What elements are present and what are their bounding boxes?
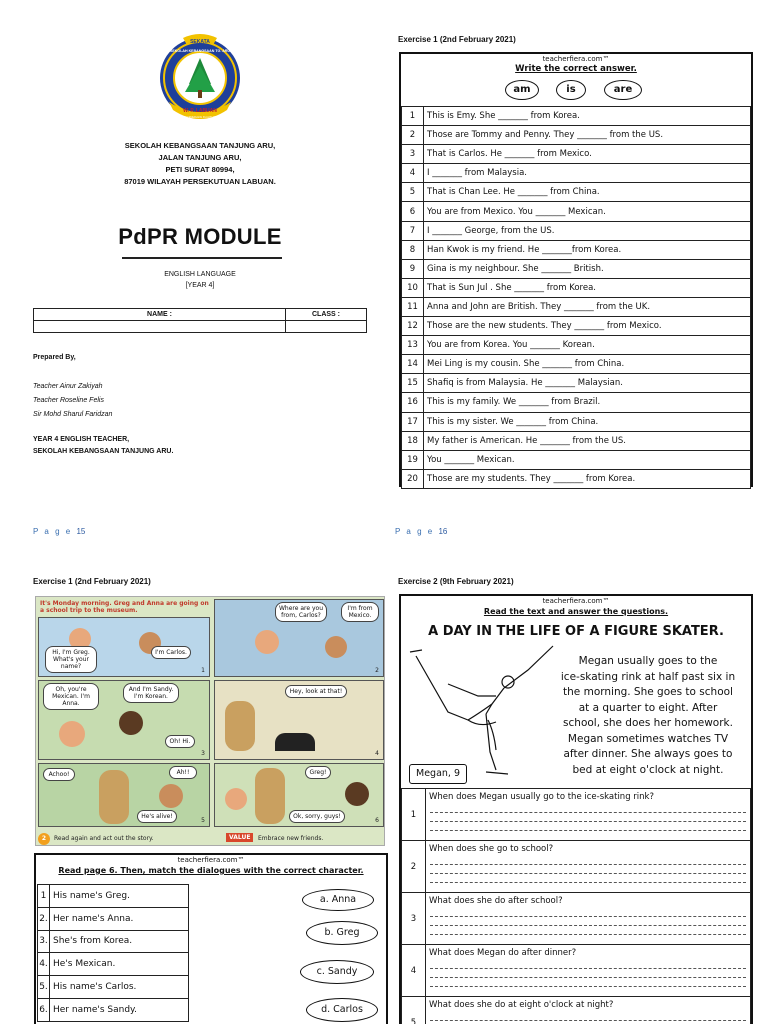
question-text: What does she do at eight o'clock at night?: [429, 1000, 614, 1010]
question-row: [402, 997, 751, 1024]
subject-block: [60, 269, 340, 291]
page-number-16: [395, 527, 447, 536]
question-number: 5: [402, 997, 426, 1024]
match-row: [38, 953, 189, 976]
page-label: P a g e: [33, 527, 73, 536]
brand-label: teacherfiera.com™: [542, 55, 610, 63]
address-line: 87019 WILAYAH PERSEKUTUAN LABUAN.: [124, 177, 276, 186]
character-figure: [345, 782, 369, 806]
logo-motto-text: PRESTASI CEMERLANG KUALITI GEMILANG: [174, 116, 226, 119]
character-cloud-anna: a. Anna: [302, 889, 374, 911]
item-sentence[interactable]: Mei Ling is my cousin. She _______ from China.: [424, 355, 751, 374]
exercise1-row: [402, 450, 751, 469]
answer-line[interactable]: [430, 926, 746, 935]
panel-number: 2: [375, 667, 379, 674]
question-text: What does Megan do after dinner?: [429, 948, 577, 958]
exercise2-title: Exercise 2 (9th February 2021): [398, 577, 514, 586]
comic-panel-6: [214, 763, 384, 827]
item-sentence[interactable]: My father is American. He _______ from the US.: [424, 431, 751, 450]
exercise1-row: [402, 107, 751, 126]
item-sentence[interactable]: You _______ Mexican.: [424, 450, 751, 469]
teacher-name: Teacher Roseline Felis: [33, 397, 104, 404]
item-number: 7: [402, 221, 424, 240]
option-cloud-am: am: [505, 80, 539, 100]
panel-number: 1: [201, 667, 205, 674]
exercise1-row: [402, 126, 751, 145]
answer-line[interactable]: [430, 978, 746, 987]
character-figure: [59, 721, 85, 747]
character-figure: [255, 630, 279, 654]
panel-number: 3: [201, 750, 205, 757]
item-sentence[interactable]: This is Emy. She _______ from Korea.: [424, 107, 751, 126]
speech-bubble: He's alive!: [137, 810, 177, 823]
speech-bubble: Ah!!: [169, 766, 197, 779]
item-number: 2: [402, 126, 424, 145]
panel-number: 6: [375, 817, 379, 824]
item-number: 17: [402, 412, 424, 431]
prepared-by-label: Prepared By,: [33, 354, 76, 361]
speech-bubble: Ok, sorry, guys!: [289, 810, 345, 823]
exercise1-row: [402, 431, 751, 450]
match-dialogue[interactable]: Her name's Anna.: [50, 907, 189, 930]
page-number-15: [33, 527, 85, 536]
item-number: 12: [402, 317, 424, 336]
mummy-figure: [225, 701, 255, 751]
answer-line[interactable]: [430, 804, 746, 813]
teacher-list: [33, 380, 112, 422]
exercise1-row: [402, 412, 751, 431]
story-line: Megan usually goes to the: [578, 655, 718, 667]
mummy-figure: [99, 770, 129, 824]
exercise1b-title: Exercise 1 (2nd February 2021): [33, 577, 151, 586]
item-sentence[interactable]: Those are the new students. They _______ from Mexico.: [424, 317, 751, 336]
exercise1-row: [402, 393, 751, 412]
exercise1-table: [401, 106, 751, 489]
value-tag: VALUE: [226, 833, 253, 842]
exercise1-row: [402, 278, 751, 297]
item-number: 14: [402, 355, 424, 374]
item-sentence[interactable]: Han Kwok is my friend. He _______from Korea.: [424, 240, 751, 259]
speech-bubble: Where are you from, Carlos?: [275, 602, 327, 622]
school-crest-icon: [155, 32, 245, 122]
footer-line: SEKOLAH KEBANGSAAN TANJUNG ARU.: [33, 448, 174, 455]
address-line: JALAN TANJUNG ARU,: [158, 153, 242, 162]
panel-number: 4: [375, 750, 379, 757]
logo-top-text: SEKATA: [190, 39, 210, 45]
item-sentence[interactable]: Those are my students. They _______ from Korea.: [424, 469, 751, 488]
panel-number: 5: [201, 817, 205, 824]
speech-bubble: Achoo!: [43, 768, 75, 781]
match-dialogue[interactable]: His name's Carlos.: [50, 976, 189, 999]
story-text: [548, 654, 748, 778]
question-cell: [426, 945, 751, 997]
match-number: 1: [38, 885, 50, 908]
footer-line: YEAR 4 ENGLISH TEACHER,: [33, 436, 130, 443]
match-row: [38, 976, 189, 999]
question-number: 1: [402, 789, 426, 841]
exercise1b-instruction: Read page 6. Then, match the dialogues with the correct character.: [58, 866, 364, 875]
name-label: NAME :: [34, 309, 286, 321]
logo-ring-text: SEKOLAH KEBANGSAAN TG. ARU: [170, 49, 230, 53]
character-cloud-carlos: d. Carlos: [306, 998, 378, 1022]
match-number: 3.: [38, 930, 50, 953]
item-sentence[interactable]: Anna and John are British. They _______ from the UK.: [424, 297, 751, 316]
option-cloud-is: is: [556, 80, 586, 100]
exercise1-row: [402, 259, 751, 278]
speech-bubble: I'm from Mexico.: [341, 602, 379, 622]
exercise1-row: [402, 221, 751, 240]
answer-line[interactable]: [430, 917, 746, 926]
item-number: 3: [402, 145, 424, 164]
exercise1-row: [402, 297, 751, 316]
story-line: at a quarter to eight. After: [578, 701, 718, 714]
match-number: 2.: [38, 907, 50, 930]
character-cloud-sandy: c. Sandy: [300, 960, 374, 984]
comic-footer-instruction: Read again and act out the story.: [54, 835, 154, 842]
speech-bubble: And I'm Sandy. I'm Korean.: [123, 683, 179, 703]
page-label: P a g e: [395, 527, 435, 536]
teacher-footer: [33, 434, 173, 458]
item-sentence[interactable]: You are from Korea. You _______ Korean.: [424, 336, 751, 355]
match-dialogue[interactable]: His name's Greg.: [50, 885, 189, 908]
item-sentence[interactable]: That is Carlos. He _______ from Mexico.: [424, 145, 751, 164]
character-figure: [159, 784, 183, 808]
question-cell: [426, 789, 751, 841]
comic-panel-4: [214, 680, 384, 760]
item-number: 1: [402, 107, 424, 126]
match-row: [38, 998, 189, 1021]
speech-bubble: Hey, look at that!: [285, 685, 347, 698]
mummy-figure: [255, 768, 285, 824]
name-field[interactable]: [34, 321, 286, 333]
figure-skater-icon: [408, 642, 558, 782]
comic-panel-2: [214, 599, 384, 677]
brand-label: teacherfiera.com™: [177, 856, 245, 864]
exercise1-title: Exercise 1 (2nd February 2021): [398, 35, 516, 44]
story-line: the morning. She goes to school: [563, 686, 733, 698]
story-line: Megan sometimes watches TV: [567, 732, 729, 745]
answer-line[interactable]: [430, 874, 746, 883]
school-address: [60, 140, 340, 188]
comic-panel-1: [38, 617, 210, 677]
question-row: [402, 789, 751, 841]
item-sentence[interactable]: I _______ from Malaysia.: [424, 164, 751, 183]
exercise1-row: [402, 202, 751, 221]
answer-line[interactable]: [430, 960, 746, 969]
speech-bubble: Oh, you're Mexican. I'm Anna.: [43, 683, 99, 710]
skater-name-tag: Megan, 9: [409, 764, 467, 784]
skater-illustration: [408, 642, 558, 782]
address-line: PETI SURAT 80994,: [165, 165, 235, 174]
module-title: PdPR MODULE: [118, 224, 282, 249]
match-dialogue[interactable]: He's Mexican.: [50, 953, 189, 976]
character-figure: [325, 636, 347, 658]
page-value: 16: [438, 527, 448, 536]
answer-line[interactable]: [430, 908, 746, 917]
item-sentence[interactable]: This is my sister. We _______ from China.: [424, 412, 751, 431]
match-row: [38, 930, 189, 953]
character-figure: [119, 711, 143, 735]
match-table: [37, 884, 189, 1022]
item-sentence[interactable]: This is my family. We _______ from Brazil.: [424, 393, 751, 412]
question-row: [402, 893, 751, 945]
item-number: 5: [402, 183, 424, 202]
question-number: 3: [402, 893, 426, 945]
item-number: 19: [402, 450, 424, 469]
match-number: 4.: [38, 953, 50, 976]
question-cell: [426, 997, 751, 1024]
item-sentence[interactable]: Shafiq is from Malaysia. He _______ Malaysian.: [424, 374, 751, 393]
title-divider: [122, 257, 282, 259]
item-number: 9: [402, 259, 424, 278]
class-field[interactable]: [286, 321, 367, 333]
exercise1-row: [402, 145, 751, 164]
question-cell: [426, 841, 751, 893]
exercise1-row: [402, 183, 751, 202]
item-number: 18: [402, 431, 424, 450]
answer-line[interactable]: [430, 856, 746, 865]
question-row: [402, 945, 751, 997]
character-figure: [225, 788, 247, 810]
match-number: 5.: [38, 976, 50, 999]
story-line: after dinner. She always goes to: [563, 748, 733, 760]
comic-panel-5: [38, 763, 210, 827]
item-number: 16: [402, 393, 424, 412]
exercise1-row: [402, 164, 751, 183]
question-text: What does she do after school?: [429, 896, 563, 906]
item-sentence[interactable]: That is Chan Lee. He _______ from China.: [424, 183, 751, 202]
exercise1-row: [402, 317, 751, 336]
question-table: [401, 788, 751, 1024]
item-sentence[interactable]: You are from Mexico. You _______ Mexican.: [424, 202, 751, 221]
answer-line[interactable]: [430, 813, 746, 822]
item-number: 4: [402, 164, 424, 183]
exercise1-row: [402, 336, 751, 355]
speech-bubble: I'm Carlos.: [151, 646, 191, 659]
comic-strip: [35, 596, 385, 846]
match-row: [38, 885, 189, 908]
question-cell: [426, 893, 751, 945]
match-row: [38, 907, 189, 930]
item-sentence[interactable]: That is Sun Jul . She _______ from Korea.: [424, 278, 751, 297]
exercise1-instruction: Write the correct answer.: [515, 64, 637, 74]
exercise2-instruction: Read the text and answer the questions.: [483, 607, 669, 616]
exercise1-row: [402, 240, 751, 259]
teacher-name: Sir Mohd Sharul Faridzan: [33, 411, 113, 418]
story-line: school, she does her homework.: [563, 717, 733, 729]
item-number: 8: [402, 240, 424, 259]
question-text: When does Megan usually go to the ice-skating rink?: [429, 792, 654, 802]
speech-bubble: Greg!: [305, 766, 331, 779]
answer-line[interactable]: [430, 969, 746, 978]
comic-panel-3: [38, 680, 210, 760]
answer-line[interactable]: [430, 1012, 746, 1021]
page-value: 15: [76, 527, 86, 536]
subject-name: ENGLISH LANGUAGE: [164, 271, 236, 278]
question-text: When does she go to school?: [429, 844, 554, 854]
answer-line[interactable]: [430, 865, 746, 874]
character-cloud-greg: b. Greg: [306, 921, 378, 945]
speech-bubble: Oh! Hi.: [165, 735, 195, 748]
class-label: CLASS :: [286, 309, 367, 321]
item-sentence[interactable]: I _______ George, from the US.: [424, 221, 751, 240]
match-dialogue[interactable]: Her name's Sandy.: [50, 998, 189, 1021]
teacher-name: Teacher Ainur Zakiyah: [33, 383, 103, 390]
item-number: 6: [402, 202, 424, 221]
option-cloud-are: are: [604, 80, 642, 100]
story-line: ice-skating rink at half past six in: [560, 670, 736, 683]
item-number: 15: [402, 374, 424, 393]
question-number: 4: [402, 945, 426, 997]
match-dialogue[interactable]: She's from Korea.: [50, 930, 189, 953]
question-row: [402, 841, 751, 893]
exercise1-row: [402, 355, 751, 374]
question-number: 2: [402, 841, 426, 893]
school-logo: [155, 32, 245, 122]
answer-line[interactable]: [430, 822, 746, 831]
match-number: 6.: [38, 998, 50, 1021]
item-sentence[interactable]: Those are Tommy and Penny. They _______ from the US.: [424, 126, 751, 145]
item-sentence[interactable]: Gina is my neighbour. She _______ British.: [424, 259, 751, 278]
item-number: 13: [402, 336, 424, 355]
subject-year: [YEAR 4]: [185, 282, 215, 289]
story-line: bed at eight o'clock at night.: [572, 763, 724, 776]
item-number: 10: [402, 278, 424, 297]
student-info-table: [33, 308, 367, 333]
dog-statue: [275, 733, 315, 751]
speech-bubble: Hi, I'm Greg. What's your name?: [45, 646, 97, 673]
story-heading: A DAY IN THE LIFE OF A FIGURE SKATER.: [428, 624, 724, 639]
comic-page-badge: 2: [38, 833, 50, 845]
address-line: SEKOLAH KEBANGSAAN TANJUNG ARU,: [124, 141, 276, 150]
exercise1-row: [402, 374, 751, 393]
brand-label: teacherfiera.com™: [542, 597, 610, 605]
exercise1-row: [402, 469, 751, 488]
item-number: 20: [402, 469, 424, 488]
comic-caption: It's Monday morning. Greg and Anna are going on a school trip to the museum.: [40, 600, 209, 614]
value-text: Embrace new friends.: [258, 835, 324, 842]
logo-ribbon-text: W. P. LABUAN: [183, 108, 217, 114]
item-number: 11: [402, 297, 424, 316]
